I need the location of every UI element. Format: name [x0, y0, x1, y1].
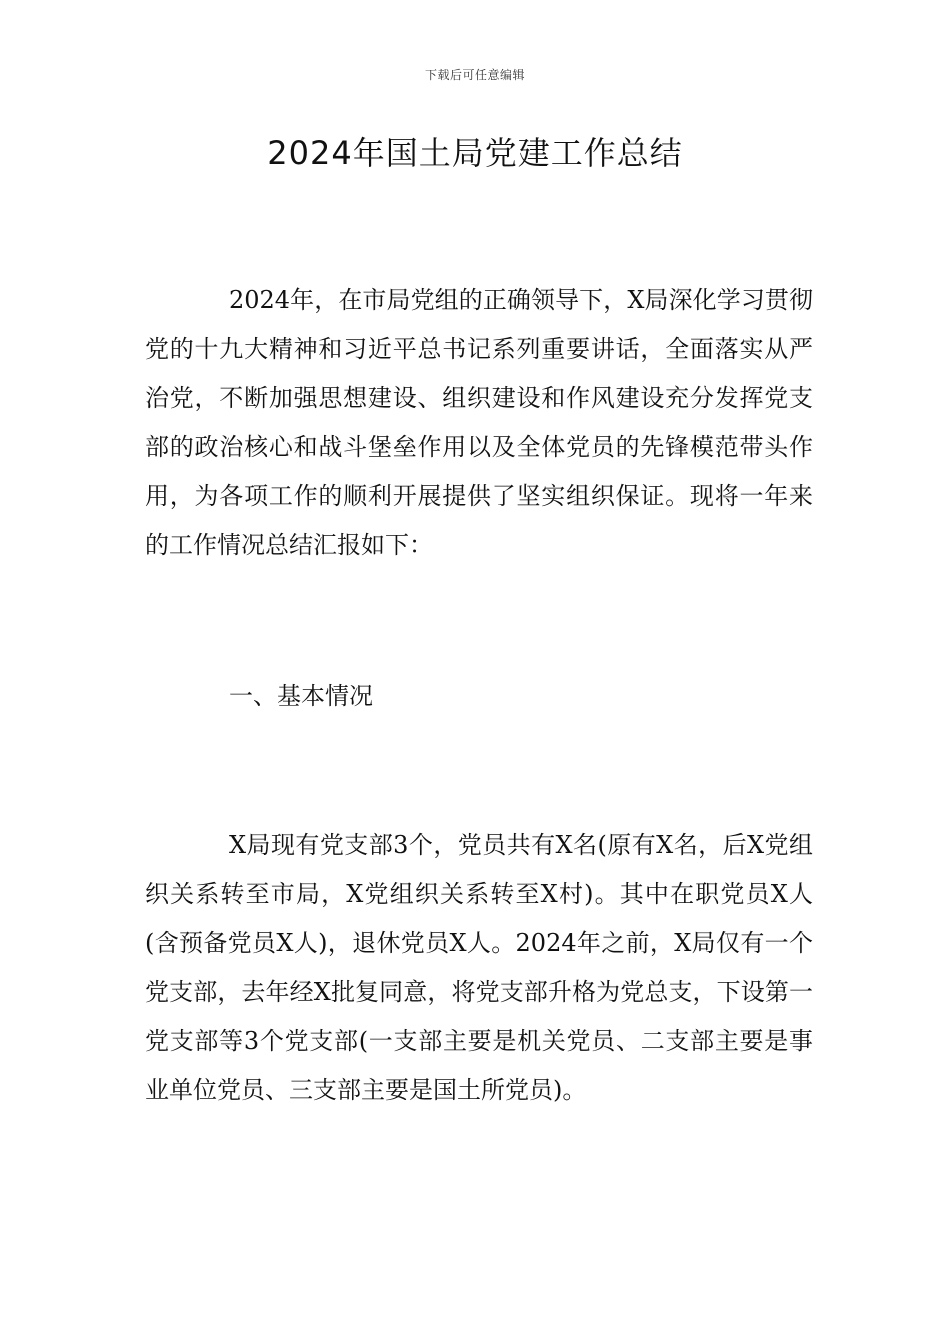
document-title: 2024年国土局党建工作总结 [267, 134, 683, 172]
intro-paragraph: 2024年，在市局党组的正确领导下，X局深化学习贯彻党的十九大精神和习近平总书记系列重要讲话，全面落实从严治党，不断加强思想建设、组织建设和作风建设充分发挥党支部的政治核心和战斗堡垒作用以及全体党员的先锋模范带头作用，为各项工作的顺利开展提供了坚实组织保证。现将一年来的工作情况总结汇报如下： [145, 286, 813, 559]
section-heading-basic-situation: 一、基本情况 [229, 682, 373, 710]
basic-info-paragraph: X局现有党支部3个，党员共有X名(原有X名，后X党组织关系转至市局，X党组织关系转至X村)。其中在职党员X人(含预备党员X人)，退休党员X人。2024年之前，X局仅有一个党支部，去年经X批复同意，将党支部升格为党总支，下设第一党支部等3个党支部(一支部主要是机关党员、二支部主要是事业单位党员、三支部主要是国土所党员)。 [145, 831, 813, 1104]
download-note: 下载后可任意编辑 [424, 68, 525, 82]
